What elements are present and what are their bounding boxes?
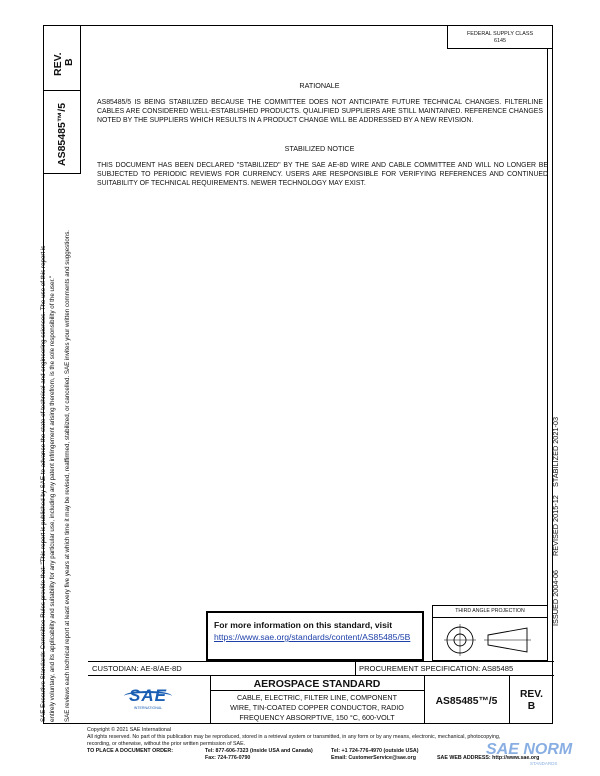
copyright-line1: Copyright © 2021 SAE International bbox=[87, 727, 171, 733]
stabilized-body: THIS DOCUMENT HAS BEEN DECLARED "STABILIZED" BY THE SAE AE-8D WIRE AND CABLE COMMITTEE AND WILL NO LONGER BE SUBJECTED TO PERIODIC REVIEWS FOR CURRENCY. USERS ARE RESPONSIBLE FOR VERIFYING REFERENCES AND CONTINUED SUITABILITY OF TECHNICAL REQUIREMENTS. NEWER TECHNOLOGY MAY EXIST. bbox=[97, 162, 548, 188]
side-note-line2: entirely voluntary, and its applicability and suitability for any particular use, including any patent infringement arising therefrom, is the sole responsibility of the user." bbox=[49, 275, 56, 722]
projection-label: THIRD ANGLE PROJECTION bbox=[455, 608, 525, 614]
email: Email: CustomerService@sae.org bbox=[331, 755, 416, 761]
tel-intl: Tel: +1 724-776-4970 (outside USA) bbox=[331, 748, 419, 754]
federal-supply-class: FEDERAL SUPPLY CLASS bbox=[466, 31, 534, 37]
federal-supply-number: 6145 bbox=[494, 38, 506, 44]
date-stabilized: STABILIZED 2021-03 bbox=[551, 416, 560, 487]
footer-doc-number: AS85485™/5 bbox=[435, 696, 498, 707]
description-line3: FREQUENCY ABSORPTIVE, 150 °C, 600-VOLT bbox=[239, 713, 395, 722]
watermark bbox=[486, 741, 598, 774]
more-info-link[interactable]: https://www.sae.org/standards/content/AS85485/5B bbox=[214, 632, 411, 642]
copyright-line2: All rights reserved. No part of this publication may be reproduced, stored in a retrieval system or transmitted, in any form or by any means, electronic, mechanical, photocopying, bbox=[87, 734, 501, 740]
left-doc-number: AS85485™/5 bbox=[56, 102, 68, 166]
description-line1: CABLE, ELECTRIC, FILTER LINE, COMPONENT bbox=[236, 693, 398, 702]
left-rev-label: REV. bbox=[52, 52, 64, 76]
custodian: CUSTODIAN: AE-8/AE-8D bbox=[92, 664, 182, 673]
tel-us: Tel: 877-606-7323 (inside USA and Canada) bbox=[205, 748, 313, 754]
sae-logo-text: SAE bbox=[129, 686, 167, 705]
side-note-line3: SAE reviews each technical report at least every five years at which time it may be revised, reaffirmed, stabilized, or cancelled. SAE invites your written comments and suggestions. bbox=[64, 229, 71, 722]
more-info-text: For more information on this standard, visit bbox=[214, 620, 393, 630]
left-rev-value: B bbox=[63, 58, 75, 66]
standard-title: AEROSPACE STANDARD bbox=[253, 678, 381, 690]
web-address: SAE WEB ADDRESS: http://www.sae.org bbox=[437, 755, 540, 761]
sae-logo-sub: INTERNATIONAL bbox=[133, 706, 163, 710]
title-underline bbox=[210, 690, 424, 691]
third-angle-projection-icon bbox=[432, 618, 548, 661]
right-column-rule bbox=[547, 48, 548, 624]
footer-rev-label: REV. bbox=[519, 689, 544, 700]
watermark-text: SAE NORM bbox=[486, 741, 573, 758]
custodian-divider bbox=[355, 661, 356, 676]
footer-rev-value: B bbox=[527, 701, 536, 712]
procurement-spec: PROCUREMENT SPECIFICATION: AS85485 bbox=[359, 664, 514, 673]
order-label: TO PLACE A DOCUMENT ORDER: bbox=[87, 748, 174, 754]
date-issued: ISSUED 2004-06 bbox=[551, 570, 560, 626]
fax: Fax: 724-776-0790 bbox=[205, 755, 251, 761]
stabilized-heading: STABILIZED NOTICE bbox=[284, 144, 355, 153]
sae-logo bbox=[126, 684, 170, 714]
title-block-divider-3 bbox=[509, 676, 510, 724]
copyright-line3: recording, or otherwise, without the prior written permission of SAE. bbox=[87, 741, 246, 747]
rationale-heading: RATIONALE bbox=[299, 81, 340, 90]
federal-supply-box bbox=[447, 25, 553, 49]
description-line2: WIRE, TIN-COATED COPPER CONDUCTOR, RADIO bbox=[230, 703, 404, 712]
watermark-sub: STANDARDS bbox=[530, 761, 558, 766]
side-note-line1: SAE Executive Standards Committee Rules provide that: "This report is published by SAE to advance the state of technical and engineering sciences. The use of this report is bbox=[40, 245, 47, 722]
rationale-body: AS85485/5 IS BEING STABILIZED BECAUSE THE COMMITTEE DOES NOT ANTICIPATE FUTURE TECHNICAL CHANGES. FILTERLINE CABLES ARE CONSIDERED WELL-ESTABLISHED PRODUCTS. QUALIFIED SUPPLIERS ARE STILL MAINTAINED. REFERENCE CHANGES NOTED BY THE SUPPLIERS WHICH RESULTS IN A PRODUCT CHANGE WILL BE ADDRESSED BY A NEW REVISION. bbox=[97, 99, 543, 125]
date-revised: REVISED 2015-12 bbox=[551, 495, 560, 556]
